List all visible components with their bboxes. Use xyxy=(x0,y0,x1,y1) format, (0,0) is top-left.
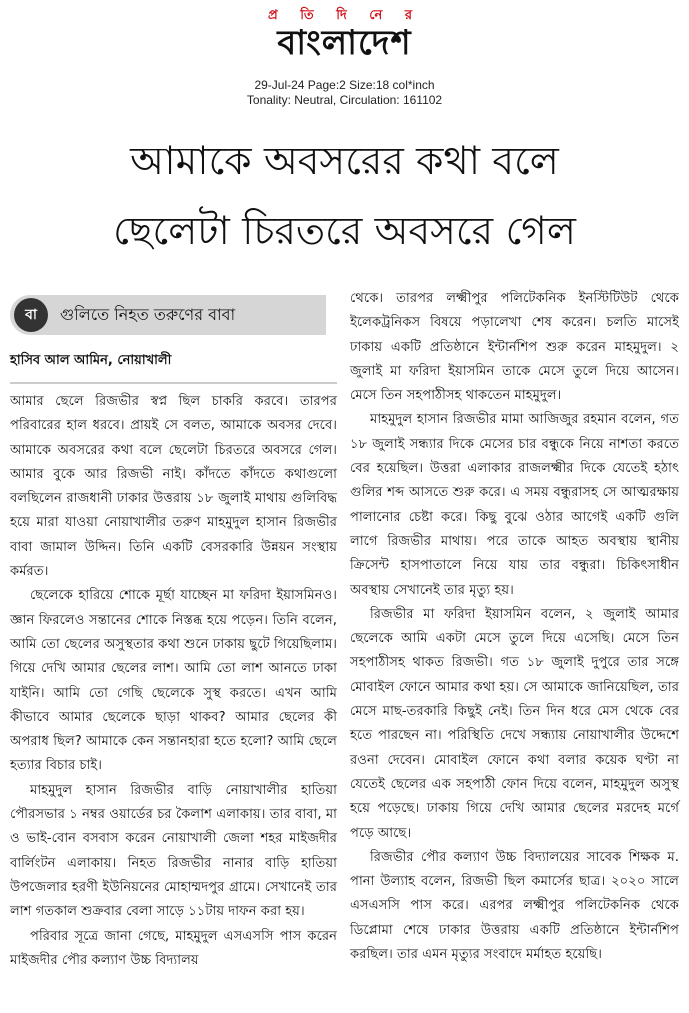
clip-meta-line2: Tonality: Neutral, Circulation: 161102 xyxy=(246,93,443,107)
paragraph: মাহমুদুল হাসান রিজভীর বাড়ি নোয়াখালীর হাতিয়া পৌরসভার ১ নম্বর ওয়ার্ডের চর কৈলাশ এলাকায়। তার বাবা, মা ও ভাই-বোন বসবাস করেন নোয়াখালী জেলা শহর মাইজদীর বার্লিংটন এলাকায়। নিহত রিজভীর নানার বাড়ি হাতিয়া উপজেলার হরণী ইউনিয়নের মোহাম্মদপুর গ্রামে। সেখানেই তার লাশ গতকাল শুক্রবার বেলা সাড়ে ১১টায় দাফন করা হয়। xyxy=(10,782,337,920)
section-tag-text: গুলিতে নিহত তরুণের বাবা xyxy=(60,304,236,324)
headline-line1: আমাকে অবসরের কথা বলে xyxy=(130,139,559,184)
left-column xyxy=(10,295,337,973)
paragraph: রিজভীর পৌর কল্যাণ উচ্চ বিদ্যালয়ের সাবেক শিক্ষক ম. পানা উল্যাহ বলেন, রিজভী ছিল কমার্সের ছাত্র। ২০২০ সালে এসএসসি পাস করে। এরপর লক্ষ্মীপুর পলিটেকনিক থেকে ডিপ্লোমা শেষে ঢাকার উত্তরায় একটি প্রতিষ্ঠানে ইন্টার্নশিপ করছিল। তার এমন মৃত্যুর সংবাদে মর্মাহত হয়েছি। xyxy=(350,849,679,963)
paragraph: আমার ছেলে রিজভীর স্বপ্ন ছিল চাকরি করবে। তারপর পরিবারের হাল ধরবে। প্রায়ই সে বলত, আমাকে অবসর দেবে। আমাকে অবসরের কথা বলে ছেলেটা চিরতরে অবসরে গেল। আমার বুকে আর রিজভী নাই। কাঁদতে কাঁদতে কথাগুলো বলছিলেন রাজধানী ঢাকার উত্তরায় ১৮ জুলাই মাথায় গুলিবিদ্ধ হয়ে মারা যাওয়া নোয়াখালীর তরুণ মাহমুদুল হাসান রিজভীর বাবা জামাল উদ্দিন। তিনি একটি বেসরকারি উন্নয়ন সংস্থায় কর্মরত। xyxy=(10,394,337,580)
headline-line2: ছেলেটা চিরতরে অবসরে গেল xyxy=(113,209,576,254)
paragraph: পরিবার সূত্রে জানা গেছে, মাহমুদুল এসএসসি পাস করেন মাইজদীর পৌর কল্যাণ উচ্চ বিদ্যালয় xyxy=(10,928,337,968)
paragraph: ছেলেকে হারিয়ে শোকে মূর্ছা যাচ্ছেন মা ফরিদা ইয়াসমিনও। জ্ঞান ফিরলেও সন্তানের শোকে নিস্তব্ধ হয়ে পড়েন। তিনি বলেন, আমি তো ছেলের অসুস্থতার কথা শুনে ঢাকায় ছুটে গিয়েছিলাম। গিয়ে দেখি আমার ছেলের লাশ। আমি তো লাশ আনতে ঢাকা যাইনি। আমি তো গেছি ছেলেকে সুস্থ করতে। এখন আমি কীভাবে আমার ছেলেকে ছাড়া থাকব? আমার ছেলের কী অপরাধ ছিল? আমাকে কেন সন্তানহারা হতে হলো? আমি ছেলে হত্যার বিচার চাই। xyxy=(10,588,337,774)
paragraph: থেকে। তারপর লক্ষ্মীপুর পলিটেকনিক ইনস্টিটিউট থেকে ইলেকট্রনিকস বিষয়ে পড়ালেখা শেষ করেন। চলতি মাসেই ঢাকায় একটি প্রতিষ্ঠানে ইন্টার্নশিপ শুরু করেন মাহমুদুল। ২ জুলাই মা ফরিদা ইয়াসমিন তাকে মেসে তুলে দিয়ে আসেন। মেসে তিন সহপাঠীসহ থাকতেন মাহমুদুল। xyxy=(350,291,679,404)
section-tag xyxy=(10,295,326,335)
left-column-text xyxy=(10,390,337,973)
paragraph: মাহমুদুল হাসান রিজভীর মামা আজিজুর রহমান বলেন, গত ১৮ জুলাই সন্ধ্যার দিকে মেসের চার বন্ধুকে নিয়ে নাশতা করতে বের হয়েছিল। উত্তরা এলাকার রাজলক্ষ্মীর দিকে যেতেই হঠাৎ গুলির শব্দ আসতে শুরু করে। এ সময় বন্ধুরাসহ সে আত্মরক্ষায় পালানোর চেষ্টা করে। কিছু বুঝে ওঠার আগেই একটি গুলি লাগে রিজভীর মাথায়। পরে তাকে আহত অবস্থায় স্থানীয় ক্রিসেন্ট হাসপাতালে নিয়ে যায় তার বন্ধুরা। চিকিৎসাধীন অবস্থায় সেখানেই তার মৃত্যু হয়। xyxy=(350,412,679,598)
masthead-logo: বাংলাদেশ xyxy=(277,23,412,63)
byline: হাসিব আল আমিন, নোয়াখালী xyxy=(10,353,172,368)
right-column-text xyxy=(350,287,679,967)
masthead-kicker: প্র তি দি নে র xyxy=(267,8,421,23)
clip-meta-line1: 29-Jul-24 Page:2 Size:18 col*inch xyxy=(254,78,435,92)
section-tag-badge: বা xyxy=(14,298,48,332)
right-column xyxy=(350,287,679,967)
paragraph: রিজভীর মা ফরিদা ইয়াসমিন বলেন, ২ জুলাই আমার ছেলেকে আমি একটা মেসে তুলে দিয়ে এসেছি। মেসে তিন সহপাঠীসহ থাকত রিজভী। গত ১৮ জুলাই দুপুরে তার সঙ্গে মোবাইল ফোনে আমার কথা হয়। সে আমাকে জানিয়েছিল, তার মেসে মাছ-তরকারি কিছুই নেই। তিন দিন ধরে মেস থেকে বের হতে পারছেন না। পরিস্থিতি দেখে সন্ধ্যায় নোয়াখালীর উদ্দেশে রওনা দেবেন। মোবাইল ফোনে কথা বলার কয়েক ঘণ্টা না যেতেই ছেলের এক সহপাঠী ফোন দিয়ে বলেন, মাহমুদুল অসুস্থ হয়ে পড়েছে। ঢাকায় গিয়ে দেখি আমার ছেলের মরদেহ মর্গে পড়ে আছে। xyxy=(350,606,679,841)
byline-divider xyxy=(10,382,337,384)
